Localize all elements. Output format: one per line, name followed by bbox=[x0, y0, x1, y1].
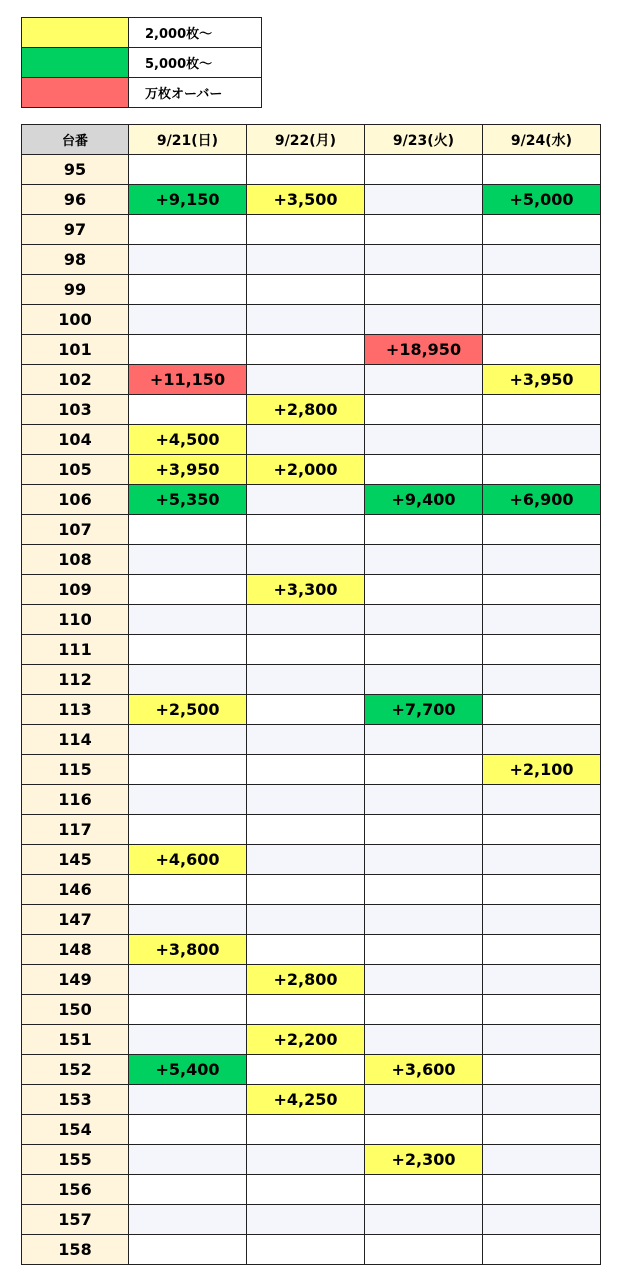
payout-cell bbox=[365, 605, 483, 635]
payout-cell bbox=[129, 965, 247, 995]
table-row bbox=[22, 815, 601, 845]
payout-cell bbox=[483, 845, 601, 875]
payout-cell bbox=[247, 365, 365, 395]
payout-cell bbox=[365, 1235, 483, 1265]
payout-cell bbox=[483, 245, 601, 275]
table-row bbox=[22, 215, 601, 245]
payout-cell bbox=[247, 815, 365, 845]
payout-cell bbox=[247, 635, 365, 665]
payout-cell: +5,350 bbox=[129, 485, 247, 515]
table-row bbox=[22, 695, 601, 725]
payout-cell bbox=[483, 1025, 601, 1055]
payout-cell bbox=[483, 815, 601, 845]
payout-cell bbox=[483, 785, 601, 815]
table-row bbox=[22, 545, 601, 575]
payout-cell bbox=[129, 1115, 247, 1145]
payout-cell bbox=[129, 395, 247, 425]
table-row bbox=[22, 1115, 601, 1145]
table-row bbox=[22, 665, 601, 695]
payout-cell bbox=[483, 155, 601, 185]
date-header: 9/21(日) bbox=[129, 125, 247, 155]
payout-cell bbox=[483, 215, 601, 245]
legend-item bbox=[22, 78, 262, 108]
payout-cell bbox=[129, 545, 247, 575]
machine-number: 114 bbox=[22, 725, 129, 755]
machine-number: 98 bbox=[22, 245, 129, 275]
payout-cell bbox=[365, 1115, 483, 1145]
payout-cell bbox=[365, 515, 483, 545]
legend-swatch bbox=[22, 18, 129, 48]
payout-cell bbox=[483, 695, 601, 725]
machine-number: 148 bbox=[22, 935, 129, 965]
payout-cell bbox=[483, 455, 601, 485]
machine-number: 103 bbox=[22, 395, 129, 425]
payout-cell: +3,950 bbox=[483, 365, 601, 395]
payout-cell bbox=[483, 1205, 601, 1235]
payout-cell bbox=[247, 845, 365, 875]
payout-cell bbox=[247, 245, 365, 275]
payout-cell bbox=[247, 935, 365, 965]
payout-cell bbox=[483, 545, 601, 575]
date-header: 9/23(火) bbox=[365, 125, 483, 155]
payout-cell bbox=[247, 725, 365, 755]
table-row bbox=[22, 365, 601, 395]
payout-cell bbox=[365, 395, 483, 425]
machine-number: 108 bbox=[22, 545, 129, 575]
machine-number: 116 bbox=[22, 785, 129, 815]
payout-cell bbox=[365, 1175, 483, 1205]
payout-cell bbox=[365, 935, 483, 965]
payout-cell bbox=[129, 155, 247, 185]
payout-cell bbox=[483, 965, 601, 995]
payout-cell bbox=[129, 1145, 247, 1175]
machine-number: 156 bbox=[22, 1175, 129, 1205]
machine-number: 109 bbox=[22, 575, 129, 605]
payout-cell bbox=[247, 155, 365, 185]
machine-number: 113 bbox=[22, 695, 129, 725]
payout-cell: +9,150 bbox=[129, 185, 247, 215]
machine-number: 154 bbox=[22, 1115, 129, 1145]
payout-cell bbox=[365, 725, 483, 755]
table-row bbox=[22, 635, 601, 665]
table-row bbox=[22, 935, 601, 965]
payout-cell bbox=[247, 335, 365, 365]
payout-cell bbox=[365, 965, 483, 995]
table-row bbox=[22, 1235, 601, 1265]
table-row bbox=[22, 275, 601, 305]
payout-cell: +3,300 bbox=[247, 575, 365, 605]
payout-cell bbox=[483, 275, 601, 305]
payout-cell bbox=[483, 515, 601, 545]
table-row bbox=[22, 185, 601, 215]
payout-cell bbox=[483, 575, 601, 605]
payout-cell: +7,700 bbox=[365, 695, 483, 725]
payout-cell: +2,200 bbox=[247, 1025, 365, 1055]
machine-number: 100 bbox=[22, 305, 129, 335]
payout-cell bbox=[129, 755, 247, 785]
payout-cell: +3,600 bbox=[365, 1055, 483, 1085]
machine-number: 96 bbox=[22, 185, 129, 215]
table-row bbox=[22, 155, 601, 185]
payout-cell bbox=[365, 875, 483, 905]
payout-cell bbox=[129, 605, 247, 635]
payout-cell: +2,800 bbox=[247, 965, 365, 995]
payout-cell: +3,500 bbox=[247, 185, 365, 215]
payout-cell bbox=[247, 695, 365, 725]
table-row bbox=[22, 395, 601, 425]
payout-cell bbox=[483, 305, 601, 335]
machine-number: 117 bbox=[22, 815, 129, 845]
payout-cell: +4,500 bbox=[129, 425, 247, 455]
payout-cell: +4,250 bbox=[247, 1085, 365, 1115]
legend-label: 万枚オーバー bbox=[129, 78, 262, 108]
payout-cell bbox=[129, 215, 247, 245]
payout-cell bbox=[129, 1235, 247, 1265]
machine-number: 153 bbox=[22, 1085, 129, 1115]
machine-number: 151 bbox=[22, 1025, 129, 1055]
payout-cell bbox=[483, 725, 601, 755]
machine-number: 102 bbox=[22, 365, 129, 395]
payout-cell bbox=[483, 875, 601, 905]
payout-cell bbox=[129, 815, 247, 845]
table-row bbox=[22, 875, 601, 905]
payout-cell bbox=[483, 605, 601, 635]
table-row bbox=[22, 605, 601, 635]
payout-cell bbox=[483, 995, 601, 1025]
payout-cell bbox=[365, 545, 483, 575]
payout-cell bbox=[247, 1115, 365, 1145]
payout-cell bbox=[365, 155, 483, 185]
payout-cell bbox=[365, 575, 483, 605]
payout-cell bbox=[129, 725, 247, 755]
machine-number: 110 bbox=[22, 605, 129, 635]
machine-number: 107 bbox=[22, 515, 129, 545]
machine-number: 99 bbox=[22, 275, 129, 305]
payout-cell bbox=[129, 1085, 247, 1115]
payout-cell bbox=[483, 1085, 601, 1115]
payout-cell bbox=[483, 665, 601, 695]
payout-cell bbox=[247, 905, 365, 935]
payout-cell bbox=[129, 905, 247, 935]
payout-cell bbox=[129, 1025, 247, 1055]
machine-number: 145 bbox=[22, 845, 129, 875]
payout-cell: +18,950 bbox=[365, 335, 483, 365]
payout-cell: +6,900 bbox=[483, 485, 601, 515]
table-row bbox=[22, 965, 601, 995]
payout-cell bbox=[365, 365, 483, 395]
payout-cell bbox=[247, 215, 365, 245]
payout-cell: +5,000 bbox=[483, 185, 601, 215]
payout-cell bbox=[129, 995, 247, 1025]
payout-cell bbox=[247, 275, 365, 305]
legend-label: 2,000枚〜 bbox=[129, 18, 262, 48]
machine-number: 152 bbox=[22, 1055, 129, 1085]
payout-cell bbox=[129, 1205, 247, 1235]
payout-cell bbox=[483, 935, 601, 965]
payout-cell bbox=[247, 995, 365, 1025]
payout-cell bbox=[365, 905, 483, 935]
table-row bbox=[22, 995, 601, 1025]
payout-cell: +11,150 bbox=[129, 365, 247, 395]
payout-cell bbox=[129, 515, 247, 545]
table-row bbox=[22, 575, 601, 605]
machine-number: 147 bbox=[22, 905, 129, 935]
table-row bbox=[22, 755, 601, 785]
payout-cell bbox=[247, 665, 365, 695]
machine-number: 146 bbox=[22, 875, 129, 905]
table-row bbox=[22, 335, 601, 365]
legend-swatch bbox=[22, 78, 129, 108]
date-header: 9/24(水) bbox=[483, 125, 601, 155]
machine-number: 111 bbox=[22, 635, 129, 665]
payout-cell bbox=[483, 905, 601, 935]
machine-number: 112 bbox=[22, 665, 129, 695]
payout-cell bbox=[365, 845, 483, 875]
payout-cell bbox=[247, 425, 365, 455]
payout-cell bbox=[365, 245, 483, 275]
payout-cell bbox=[365, 305, 483, 335]
legend-item bbox=[22, 48, 262, 78]
payout-cell bbox=[247, 305, 365, 335]
table-row bbox=[22, 1175, 601, 1205]
table-row bbox=[22, 1085, 601, 1115]
table-row bbox=[22, 725, 601, 755]
table-row bbox=[22, 845, 601, 875]
payout-cell bbox=[365, 635, 483, 665]
payout-cell bbox=[129, 635, 247, 665]
payout-cell: +2,500 bbox=[129, 695, 247, 725]
payout-cell bbox=[365, 1085, 483, 1115]
machine-number: 97 bbox=[22, 215, 129, 245]
machine-number: 101 bbox=[22, 335, 129, 365]
payout-cell bbox=[247, 875, 365, 905]
payout-table bbox=[21, 124, 601, 1265]
payout-cell bbox=[483, 1235, 601, 1265]
payout-cell bbox=[129, 665, 247, 695]
table-row bbox=[22, 905, 601, 935]
table-row bbox=[22, 1025, 601, 1055]
payout-cell bbox=[365, 275, 483, 305]
payout-cell bbox=[483, 425, 601, 455]
machine-number: 157 bbox=[22, 1205, 129, 1235]
payout-cell bbox=[247, 515, 365, 545]
payout-cell bbox=[247, 1055, 365, 1085]
machine-number: 106 bbox=[22, 485, 129, 515]
payout-cell bbox=[483, 1175, 601, 1205]
payout-cell bbox=[365, 1025, 483, 1055]
table-row bbox=[22, 785, 601, 815]
payout-cell bbox=[365, 215, 483, 245]
payout-cell bbox=[365, 185, 483, 215]
machine-number: 104 bbox=[22, 425, 129, 455]
payout-cell bbox=[247, 755, 365, 785]
payout-cell bbox=[129, 245, 247, 275]
payout-cell bbox=[129, 275, 247, 305]
machine-number-header: 台番 bbox=[22, 125, 129, 155]
table-row bbox=[22, 425, 601, 455]
payout-cell bbox=[365, 665, 483, 695]
payout-cell bbox=[247, 1175, 365, 1205]
payout-cell bbox=[247, 785, 365, 815]
machine-number: 155 bbox=[22, 1145, 129, 1175]
payout-cell: +9,400 bbox=[365, 485, 483, 515]
table-row bbox=[22, 515, 601, 545]
payout-cell bbox=[365, 995, 483, 1025]
payout-cell bbox=[247, 1145, 365, 1175]
payout-cell bbox=[247, 1235, 365, 1265]
table-row bbox=[22, 455, 601, 485]
payout-cell: +2,100 bbox=[483, 755, 601, 785]
machine-number: 115 bbox=[22, 755, 129, 785]
payout-cell bbox=[129, 305, 247, 335]
payout-cell bbox=[365, 785, 483, 815]
date-header: 9/22(月) bbox=[247, 125, 365, 155]
payout-cell bbox=[483, 1145, 601, 1175]
payout-cell: +2,800 bbox=[247, 395, 365, 425]
legend-item bbox=[22, 18, 262, 48]
payout-cell bbox=[365, 1205, 483, 1235]
payout-cell bbox=[483, 635, 601, 665]
machine-number: 149 bbox=[22, 965, 129, 995]
payout-cell bbox=[129, 575, 247, 605]
payout-cell: +2,000 bbox=[247, 455, 365, 485]
payout-cell bbox=[247, 485, 365, 515]
table-row bbox=[22, 485, 601, 515]
legend-label: 5,000枚〜 bbox=[129, 48, 262, 78]
payout-cell bbox=[483, 1115, 601, 1145]
payout-cell bbox=[483, 395, 601, 425]
machine-number: 105 bbox=[22, 455, 129, 485]
payout-cell bbox=[129, 335, 247, 365]
payout-cell bbox=[365, 455, 483, 485]
payout-cell: +3,950 bbox=[129, 455, 247, 485]
machine-number: 150 bbox=[22, 995, 129, 1025]
payout-cell bbox=[365, 815, 483, 845]
payout-cell bbox=[483, 335, 601, 365]
color-legend bbox=[21, 17, 262, 108]
header-row bbox=[22, 125, 601, 155]
payout-cell: +2,300 bbox=[365, 1145, 483, 1175]
machine-number: 95 bbox=[22, 155, 129, 185]
payout-cell bbox=[247, 605, 365, 635]
payout-cell bbox=[247, 545, 365, 575]
table-row bbox=[22, 245, 601, 275]
table-row bbox=[22, 305, 601, 335]
table-row bbox=[22, 1055, 601, 1085]
payout-cell bbox=[365, 755, 483, 785]
table-row bbox=[22, 1205, 601, 1235]
legend-swatch bbox=[22, 48, 129, 78]
payout-cell bbox=[247, 1205, 365, 1235]
payout-cell: +3,800 bbox=[129, 935, 247, 965]
payout-cell bbox=[483, 1055, 601, 1085]
machine-number: 158 bbox=[22, 1235, 129, 1265]
payout-cell bbox=[365, 425, 483, 455]
payout-cell bbox=[129, 875, 247, 905]
payout-cell: +4,600 bbox=[129, 845, 247, 875]
payout-cell: +5,400 bbox=[129, 1055, 247, 1085]
table-row bbox=[22, 1145, 601, 1175]
payout-cell bbox=[129, 1175, 247, 1205]
payout-cell bbox=[129, 785, 247, 815]
